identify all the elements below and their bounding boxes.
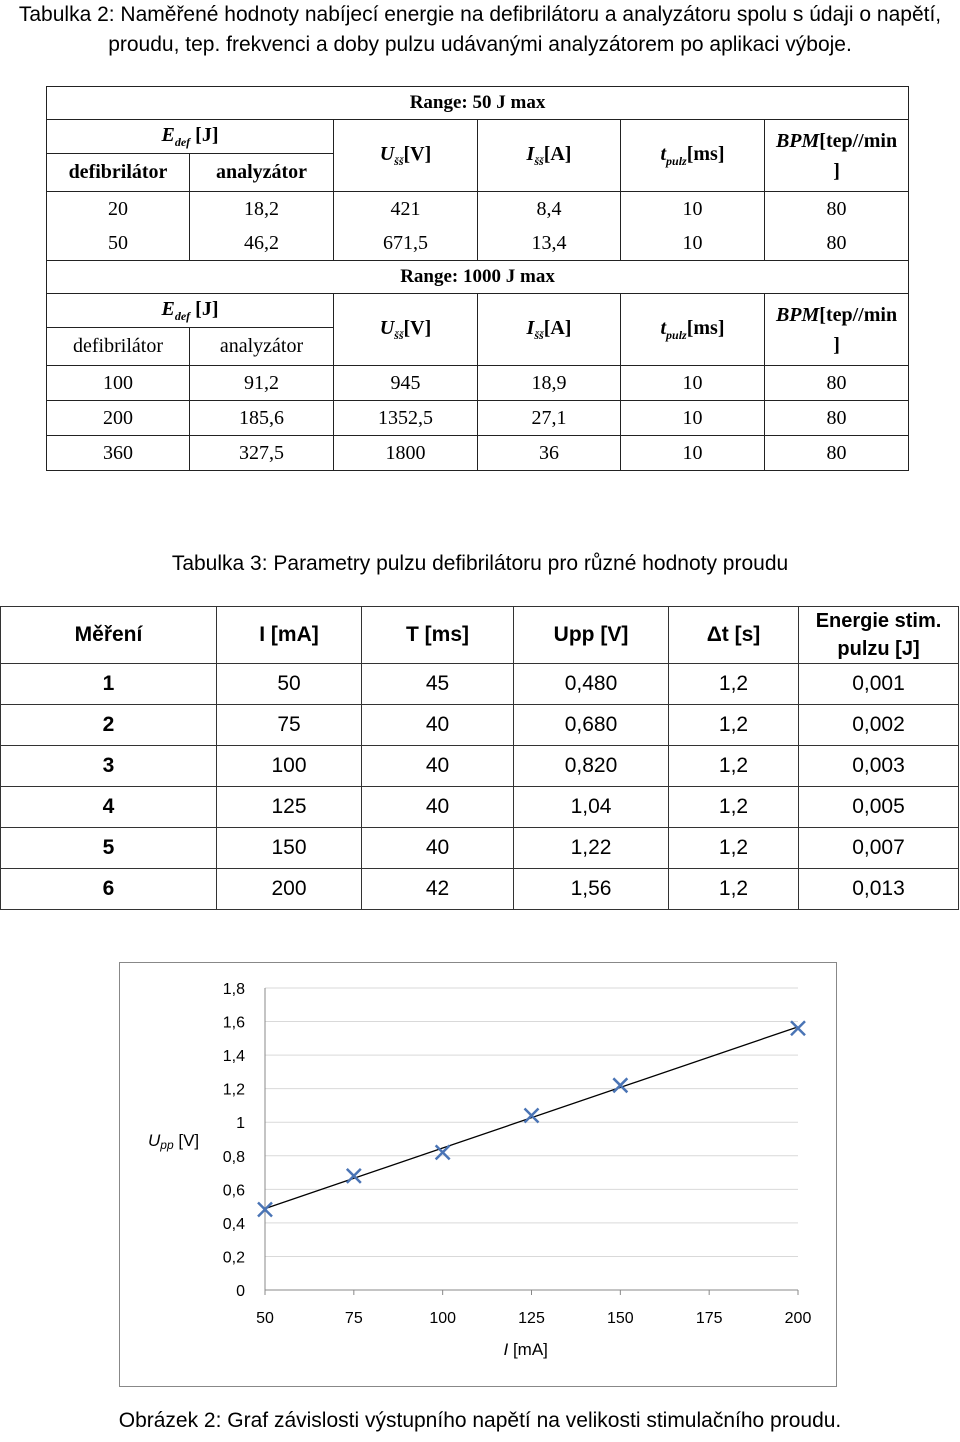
figure-caption: Obrázek 2: Graf závislosti výstupního napětí na velikosti stimulačního proudu. bbox=[118, 1409, 842, 1432]
y-tick-label: 0,6 bbox=[222, 1182, 245, 1200]
table-cell: 1,56 bbox=[514, 869, 669, 910]
range-1000-header: Range: 1000 J max bbox=[47, 261, 909, 294]
defib-col-header: defibrilátor bbox=[47, 328, 190, 366]
table-cell: 945 bbox=[334, 366, 478, 401]
y-tick-label: 0,2 bbox=[222, 1249, 245, 1267]
table-cell: 13,4 bbox=[478, 226, 621, 261]
header-mereni: Měření bbox=[1, 607, 217, 664]
table-cell: 360 bbox=[47, 436, 190, 471]
i-header: $I_{šš}[A]$ bbox=[478, 120, 621, 192]
table-row bbox=[1, 787, 959, 828]
table-cell: 10 bbox=[621, 366, 765, 401]
table-cell: 40 bbox=[362, 787, 514, 828]
header-dt: Δt [s] bbox=[669, 607, 799, 664]
analyzer-values-block1: 18,2 46,2 bbox=[190, 192, 334, 261]
range-50-header: Range: 50 J max bbox=[47, 87, 909, 120]
table2 bbox=[46, 86, 909, 471]
header-t: T [ms] bbox=[362, 607, 514, 664]
y-tick-label: 0 bbox=[236, 1283, 245, 1300]
defib-values-block1: 20 50 bbox=[47, 192, 190, 261]
table2-caption: Tabulka 2: Naměřené hodnoty nabíjecí energie na defibrilátoru a analyzátoru spolu s údaji o napětí, proudu, tep. frekvenci a doby pulzu udávanými analyzátorem po aplikaci výboje. bbox=[18, 3, 942, 56]
analyzer-col-header: analyzátor bbox=[190, 328, 334, 366]
table-cell: 10 bbox=[621, 401, 765, 436]
table-cell: 0,820 bbox=[514, 746, 669, 787]
table-cell: 27,1 bbox=[478, 401, 621, 436]
y-tick-label: 1,2 bbox=[222, 1081, 245, 1099]
table-cell: 3 bbox=[1, 746, 217, 787]
table-cell: 80 bbox=[765, 436, 909, 471]
x-tick-label: 175 bbox=[695, 1310, 723, 1327]
i-header: $I_{šš}[A]$ bbox=[478, 294, 621, 366]
table-row bbox=[1, 869, 959, 910]
y-axis-label: Upp [V] bbox=[148, 1131, 200, 1152]
table3-caption: Tabulka 3: Parametry pulzu defibrilátoru pro různé hodnoty proudu bbox=[171, 552, 789, 575]
table-cell: 1,22 bbox=[514, 828, 669, 869]
edef-header: $E_{def}$ [J] bbox=[47, 294, 334, 328]
table-cell: 671,5 bbox=[334, 226, 478, 261]
table-cell: 45 bbox=[362, 664, 514, 705]
table-cell: 0,013 bbox=[799, 869, 959, 910]
table-cell: 10 bbox=[621, 436, 765, 471]
table-cell: 40 bbox=[362, 746, 514, 787]
table-cell: 0,680 bbox=[514, 705, 669, 746]
table-cell: 100 bbox=[47, 366, 190, 401]
table-cell: 1,2 bbox=[669, 828, 799, 869]
table-cell: 5 bbox=[1, 828, 217, 869]
table-cell: 10 bbox=[621, 226, 765, 261]
table-row bbox=[1, 828, 959, 869]
table3 bbox=[0, 606, 959, 910]
table-cell: 40 bbox=[362, 705, 514, 746]
edef-header: $E_{def}$ [J] bbox=[47, 120, 334, 154]
x-tick-label: 125 bbox=[518, 1310, 545, 1327]
table-cell: 0,005 bbox=[799, 787, 959, 828]
table-cell: 4 bbox=[1, 787, 217, 828]
y-tick-label: 1 bbox=[236, 1115, 245, 1133]
table-cell: 200 bbox=[217, 869, 362, 910]
bpm-header: BPM[tep//min ] bbox=[765, 120, 909, 192]
table-cell: 80 bbox=[765, 366, 909, 401]
t-header: $t_{pulz}[ms]$ bbox=[621, 120, 765, 192]
data-point bbox=[347, 1169, 361, 1183]
table-cell: 91,2 bbox=[190, 366, 334, 401]
header-upp: Upp [V] bbox=[514, 607, 669, 664]
x-tick-label: 100 bbox=[429, 1310, 457, 1327]
table-row bbox=[1, 746, 959, 787]
trendline bbox=[265, 1027, 798, 1209]
table-cell: 50 bbox=[217, 664, 362, 705]
y-tick-label: 0,8 bbox=[222, 1148, 245, 1166]
x-tick-label: 200 bbox=[784, 1310, 812, 1327]
header-i: I [mA] bbox=[217, 607, 362, 664]
u-header: $U_{šš}[V]$ bbox=[334, 294, 478, 366]
table-cell: 36 bbox=[478, 436, 621, 471]
table-cell: 1,04 bbox=[514, 787, 669, 828]
table-cell: 150 bbox=[217, 828, 362, 869]
table-cell: 80 bbox=[765, 226, 909, 261]
table-cell: 185,6 bbox=[190, 401, 334, 436]
table-cell: 1352,5 bbox=[334, 401, 478, 436]
table-cell: 0,480 bbox=[514, 664, 669, 705]
table-cell: 80 bbox=[765, 401, 909, 436]
table-cell: 1800 bbox=[334, 436, 478, 471]
table-cell: 75 bbox=[217, 705, 362, 746]
table-cell: 2 bbox=[1, 705, 217, 746]
y-tick-label: 1,8 bbox=[222, 981, 245, 998]
table-cell: 100 bbox=[217, 746, 362, 787]
table-cell: 40 bbox=[362, 828, 514, 869]
table-cell: 8,4 bbox=[478, 192, 621, 227]
table-cell: 1,2 bbox=[669, 787, 799, 828]
table-row bbox=[1, 664, 959, 705]
table-cell: 125 bbox=[217, 787, 362, 828]
upp-vs-current-chart bbox=[120, 963, 836, 1386]
table-cell: 0,001 bbox=[799, 664, 959, 705]
header-energie: Energie stim. pulzu [J] bbox=[799, 607, 959, 664]
table-cell: 1,2 bbox=[669, 705, 799, 746]
table-cell: 1,2 bbox=[669, 869, 799, 910]
table-cell: 1,2 bbox=[669, 746, 799, 787]
chart-area bbox=[119, 962, 837, 1387]
table-cell: 1 bbox=[1, 664, 217, 705]
y-tick-label: 0,4 bbox=[222, 1215, 245, 1233]
bpm-header: BPM[tep//min ] bbox=[765, 294, 909, 366]
t-header: $t_{pulz}[ms]$ bbox=[621, 294, 765, 366]
analyzer-col-header: analyzátor bbox=[190, 154, 334, 192]
table-cell: 10 bbox=[621, 192, 765, 227]
x-tick-label: 75 bbox=[344, 1310, 363, 1327]
table-cell: 200 bbox=[47, 401, 190, 436]
table-cell: 421 bbox=[334, 192, 478, 227]
table-cell: 0,002 bbox=[799, 705, 959, 746]
y-tick-label: 1,6 bbox=[222, 1014, 245, 1032]
table-cell: 18,9 bbox=[478, 366, 621, 401]
table-cell: 0,003 bbox=[799, 746, 959, 787]
table-row bbox=[1, 705, 959, 746]
table-cell: 1,2 bbox=[669, 664, 799, 705]
table-cell: 80 bbox=[765, 192, 909, 227]
x-tick-label: 50 bbox=[256, 1310, 274, 1327]
x-tick-label: 150 bbox=[606, 1310, 634, 1327]
table-cell: 327,5 bbox=[190, 436, 334, 471]
defib-col-header: defibrilátor bbox=[47, 154, 190, 192]
u-header: $U_{šš}[V]$ bbox=[334, 120, 478, 192]
table-cell: 42 bbox=[362, 869, 514, 910]
y-tick-label: 1,4 bbox=[222, 1048, 245, 1066]
table-cell: 0,007 bbox=[799, 828, 959, 869]
table-cell: 6 bbox=[1, 869, 217, 910]
x-axis-label: I [mA] bbox=[503, 1340, 548, 1359]
